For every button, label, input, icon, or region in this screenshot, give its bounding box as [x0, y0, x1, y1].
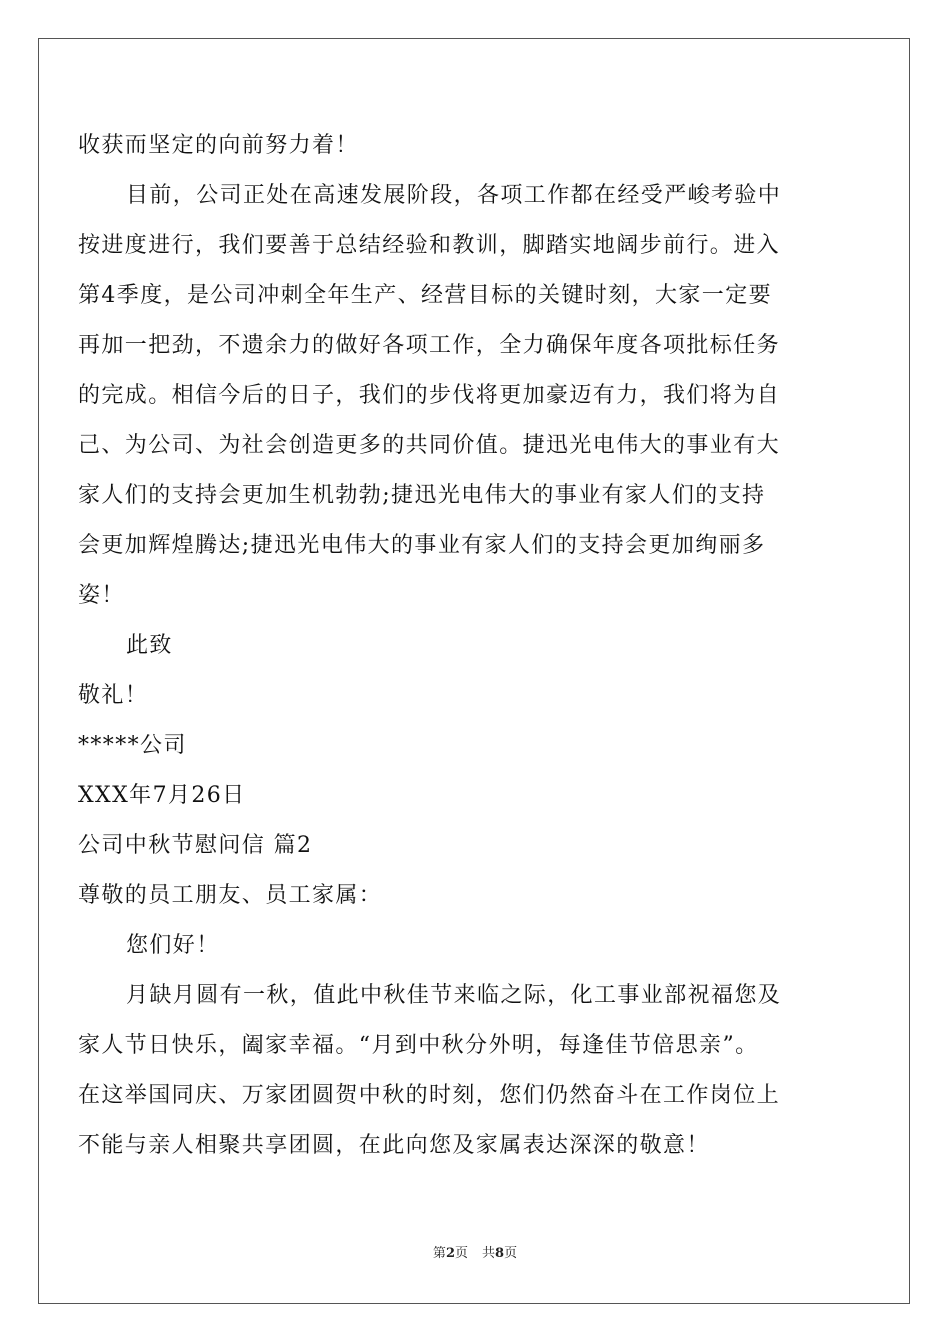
text-line: 家人节日快乐，阖家幸福。“月到中秋分外明，每逢佳节倍思亲”。 [78, 1033, 759, 1058]
total-label-prefix: 共 [482, 1246, 496, 1261]
greeting: 尊敬的员工朋友、员工家属： [78, 883, 383, 908]
page-number: 2 [445, 1246, 455, 1261]
section-title: 公司中秋节慰问信 篇2 [78, 833, 313, 858]
text-line: 会更加辉煌腾达;捷迅光电伟大的事业有家人们的支持会更加绚丽多 [78, 533, 766, 558]
page-label-suffix: 页 [454, 1246, 468, 1261]
signature-date: XXX年7月26日 [78, 783, 246, 808]
closing-regards: 敬礼！ [78, 683, 149, 708]
text-line: 姿！ [78, 583, 125, 608]
closing-salutation: 此致 [126, 633, 173, 658]
paragraph-start: 月缺月圆有一秋，值此中秋佳节来临之际，化工事业部祝福您及 [126, 983, 782, 1008]
signature-company: *****公司 [78, 733, 187, 758]
text-line: 家人们的支持会更加生机勃勃;捷迅光电伟大的事业有家人们的支持 [78, 483, 766, 508]
text-line: 按进度进行，我们要善于总结经验和教训，脚踏实地阔步前行。进入 [78, 233, 781, 258]
greeting-hello: 您们好！ [126, 933, 220, 958]
total-pages: 8 [495, 1246, 505, 1261]
text-line: 再加一把劲，不遗余力的做好各项工作，全力确保年度各项批标任务 [78, 333, 781, 358]
total-label-suffix: 页 [504, 1246, 518, 1261]
page-label-prefix: 第 [432, 1246, 446, 1261]
page-footer [0, 1245, 950, 1263]
text-line: 在这举国同庆、万家团圆贺中秋的时刻，您们仍然奋斗在工作岗位上 [78, 1083, 781, 1108]
paragraph-start: 目前，公司正处在高速发展阶段，各项工作都在经受严峻考验中 [126, 183, 782, 208]
text-line: 收获而坚定的向前努力着！ [78, 133, 359, 158]
text-line: 不能与亲人相聚共享团圆，在此向您及家属表达深深的敬意！ [78, 1133, 710, 1158]
text-line: 的完成。相信今后的日子，我们的步伐将更加豪迈有力，我们将为自 [78, 383, 781, 408]
text-line: 己、为公司、为社会创造更多的共同价值。捷迅光电伟大的事业有大 [78, 433, 781, 458]
text-line: 第4季度，是公司冲刺全年生产、经营目标的关键时刻，大家一定要 [78, 283, 772, 308]
